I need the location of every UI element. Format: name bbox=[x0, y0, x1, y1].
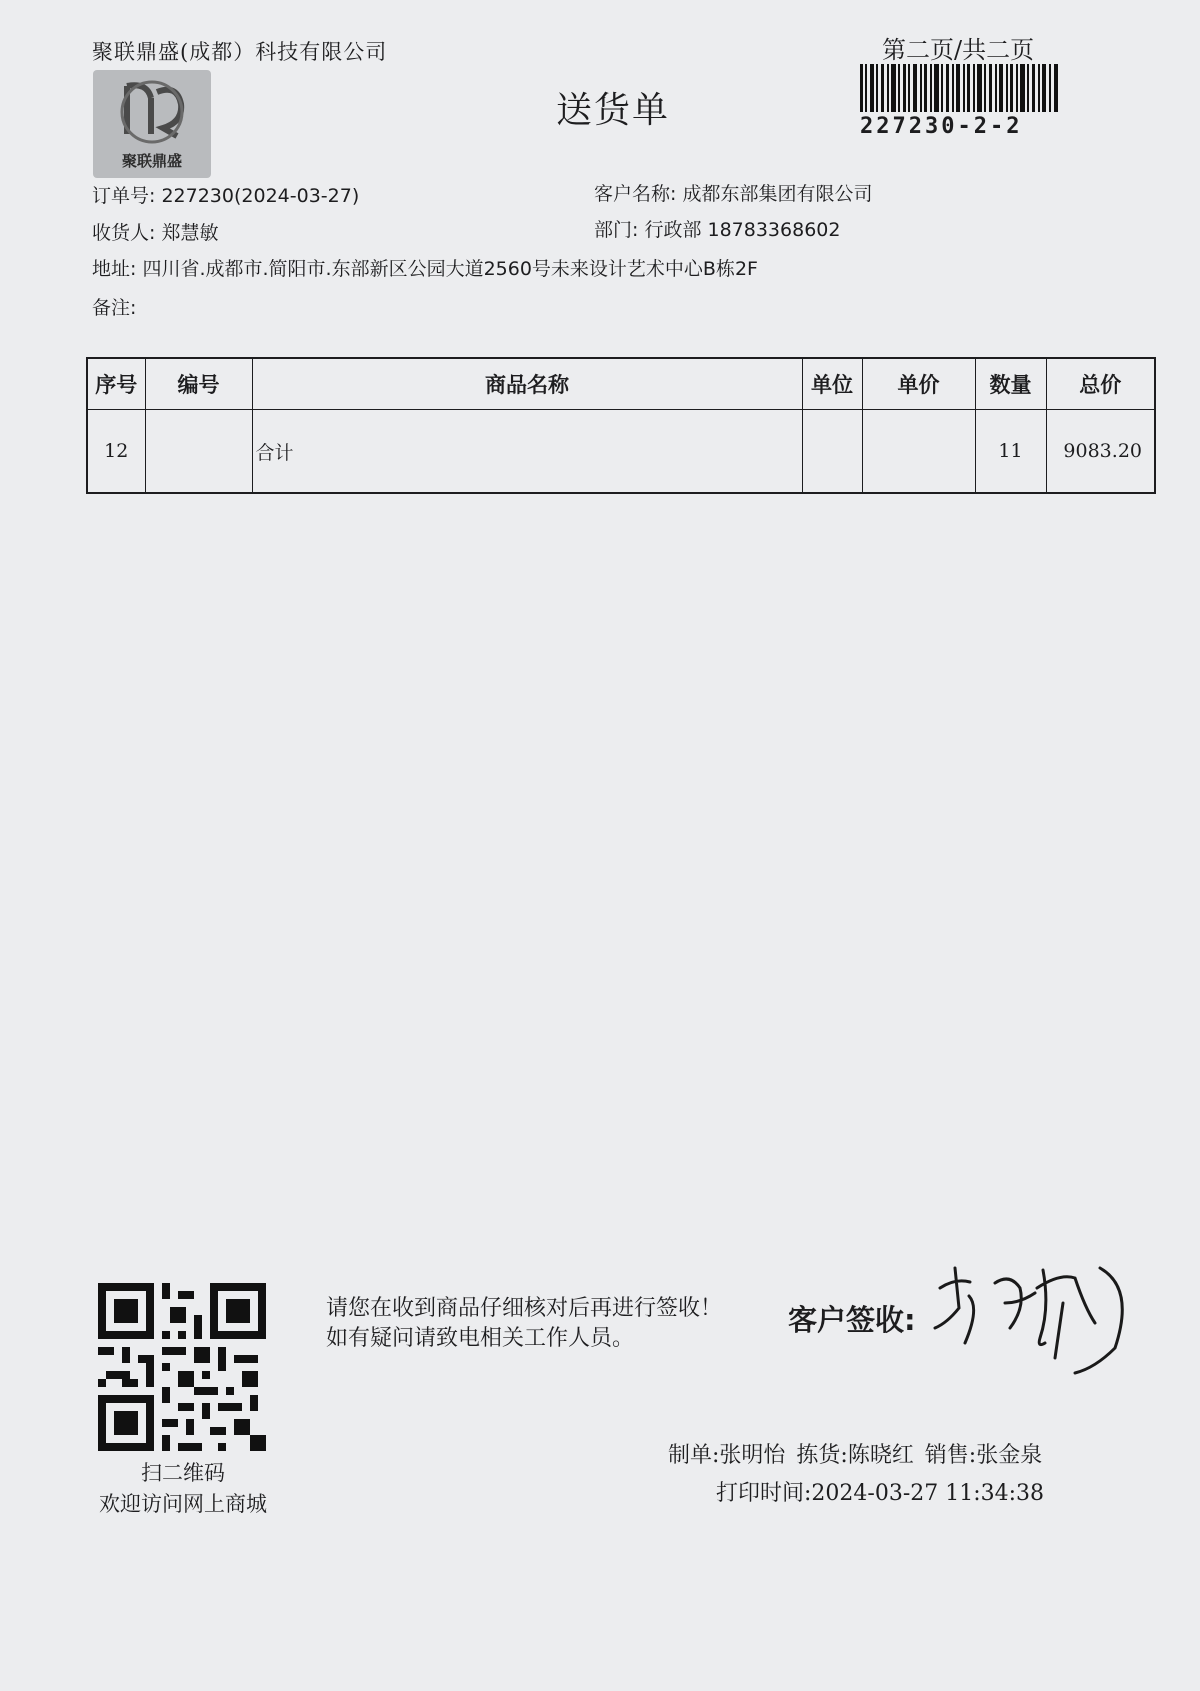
cell-unit-price bbox=[862, 410, 975, 494]
cell-unit bbox=[802, 410, 862, 494]
department-row bbox=[594, 215, 840, 242]
order-number-label: 订单号: bbox=[92, 185, 156, 207]
department-value: 行政部 18783368602 bbox=[644, 219, 841, 241]
company-name: 聚联鼎盛(成都）科技有限公司 bbox=[92, 40, 388, 64]
customer-label: 客户名称: bbox=[594, 183, 677, 205]
qr-code bbox=[98, 1283, 266, 1451]
cell-code bbox=[145, 410, 252, 494]
table-header-row bbox=[87, 358, 1155, 410]
address-row bbox=[92, 254, 758, 281]
cell-seq: 12 bbox=[87, 410, 145, 494]
company-logo bbox=[93, 70, 211, 178]
department-label: 部门: bbox=[594, 219, 639, 241]
recipient-row bbox=[92, 218, 218, 245]
cell-quantity: 11 bbox=[975, 410, 1046, 494]
logo-mark-icon bbox=[107, 78, 197, 146]
qr-caption-scan: 扫二维码 bbox=[141, 1461, 225, 1485]
document-title: 送货单 bbox=[556, 90, 671, 131]
col-header-seq: 序号 bbox=[87, 358, 145, 410]
col-header-unit: 单位 bbox=[802, 358, 862, 410]
order-number-row bbox=[92, 181, 359, 208]
staff-info: 制单:张明怡 拣货:陈晓红 销售:张金泉 bbox=[668, 1443, 1043, 1468]
recipient-name: 郑慧敏 bbox=[161, 222, 219, 244]
cell-product: 合计 bbox=[252, 410, 802, 494]
recipient-label: 收货人: bbox=[92, 222, 156, 244]
print-time: 打印时间:2024-03-27 11:34:38 bbox=[716, 1481, 1045, 1506]
address-value: 四川省.成都市.简阳市.东部新区公园大道2560号未来设计艺术中心B栋2F bbox=[142, 258, 758, 280]
customer-sign-label: 客户签收: bbox=[788, 1303, 916, 1337]
items-table bbox=[86, 357, 1156, 494]
verification-notice: 请您在收到商品仔细核对后再进行签收！如有疑问请致电相关工作人员。 bbox=[326, 1296, 723, 1351]
col-header-total: 总价 bbox=[1046, 358, 1155, 410]
cell-total: 9083.20 bbox=[1046, 410, 1155, 494]
customer-row bbox=[594, 179, 872, 206]
address-label: 地址: bbox=[92, 258, 137, 280]
table-row bbox=[87, 410, 1155, 494]
customer-signature bbox=[925, 1248, 1135, 1378]
col-header-product: 商品名称 bbox=[252, 358, 802, 410]
barcode bbox=[860, 64, 1060, 112]
col-header-quantity: 数量 bbox=[975, 358, 1046, 410]
col-header-unit-price: 单价 bbox=[862, 358, 975, 410]
page-indicator: 第二页/共二页 bbox=[882, 36, 1035, 64]
remarks-row bbox=[92, 293, 136, 320]
col-header-code: 编号 bbox=[145, 358, 252, 410]
order-number: 227230(2024-03-27) bbox=[161, 185, 360, 207]
logo-text: 聚联鼎盛 bbox=[121, 152, 182, 170]
qr-caption-store: 欢迎访问网上商城 bbox=[99, 1492, 267, 1516]
customer-name: 成都东部集团有限公司 bbox=[682, 183, 873, 205]
remarks-label: 备注: bbox=[92, 297, 137, 319]
barcode-number: 227230-2-2 bbox=[860, 114, 1023, 139]
